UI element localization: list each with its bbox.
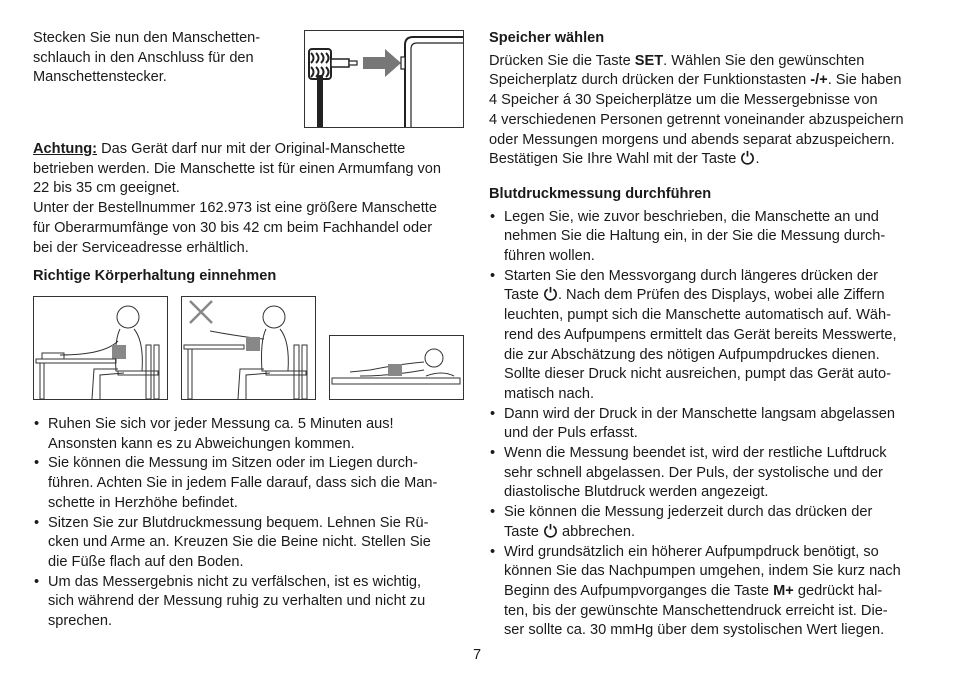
list-item: • Wird grundsätzlich ein höherer Aufpumpdruck benötigt, so können Sie das Nachpumpen umgehen, indem Sie kurz nach Beginn des Aufpumpvorganges die Taste M+ gedrückt hal- ten, bis der gewünschte Manschettendruck erreicht ist. Die- ser sollte ca. 30 mmHg über dem systolischen Wert liegen. — [489, 543, 929, 642]
measure-bullet-list — [489, 208, 929, 641]
sitting-posture-illustration — [33, 296, 168, 400]
m-plus-key-label: M+ — [773, 582, 794, 599]
lying-posture-illustration — [329, 335, 464, 400]
right-column: Speicher wählen Drücken Sie die Taste SET. Wählen Sie den gewünschten Speicherplatz durch drücken der Funktionstasten -/+. Sie haben 4 Speicher á 30 Speicherplätze um die Messergebnisse von 4 verschiedenen Personen getrennt voneinander abzuspeichern oder Messungen morgens und abends separat abzuspeichern. Bestätigen Sie Ihre Wahl mit der Taste . Blutdruckmessung durchführen • Legen Sie, wie zuvor beschrieben, die Manschette an und nehmen Sie die Haltung ein, in der Sie die Messung durch- führen wollen. • Starten Sie den Messvorgang durch längeres drücken der Taste . Nach dem Prüfen des Displays, wobei alle Ziffern leuchten, pumpt sich die Manschette automatisch auf. Wäh- rend des Aufpumpens ermittelt das Gerät bereits Messwerte, die zur Abschätzung des nötigen Aufpumpdruckes dienen. Sollte dieser Druck nicht ausreichen, pumpt das Gerät auto- matisch nach. • Dann wird der Druck in der Manschette langsam abgelassen und der Puls erfasst. • Wenn die Messung beendet ist, wird der restliche Luftdruck sehr schnell abgelassen. Der Puls, der systolische und der diastolische Blutdruck werden angezeigt. • Sie können die Messung jederzeit durch das drücken der Taste abbrechen. • Wird grundsätzlich ein höherer Aufpumpdruck benötigt, so können Sie das Nachpumpen umgehen, indem Sie kurz nach Beginn des Aufpumpvorganges die Taste M+ gedrückt hal- ten, bis der gewünschte Manschettendruck erreicht ist. Die- ser sollte ca. 30 mmHg über dem systolischen Wert liegen. — [489, 29, 929, 641]
intro-text: Stecken Sie nun den Manschetten- schlauch in den Anschluss für den Manschettenstecker. — [33, 30, 261, 86]
attention-label: Achtung: — [33, 141, 98, 157]
list-item: • Starten Sie den Messvorgang durch längeres drücken der Taste . Nach dem Prüfen des Displays, wobei alle Ziffern leuchten, pumpt sich die Manschette automatisch auf. Wäh- rend des Aufpumpens ermittelt das Gerät bereits Messwerte, die zur Abschätzung des nötigen Aufpumpdruckes dienen. Sollte dieser Druck nicht ausreichen, pumpt das Gerät auto- matisch nach. — [489, 267, 929, 405]
attention-block: Achtung: Das Gerät darf nur mit der Original-Manschette betrieben werden. Die Manschette ist für einen Armumfang von 22 bis 35 cm geeignet. Unter der Bestellnummer 162.973 ist eine größere Manschette für Oberarmumfänge von 30 bis 42 cm beim Fachhandel oder bei der Serviceadresse erhältlich. — [33, 141, 442, 256]
page-number: 7 — [473, 647, 482, 663]
list-item: • Ruhen Sie sich vor jeder Messung ca. 5 Minuten aus! Ansonsten kann es zu Abweichungen kommen. — [33, 415, 473, 454]
power-icon — [543, 523, 558, 538]
memory-heading: Speicher wählen — [489, 30, 605, 46]
set-key-label: SET — [634, 52, 664, 69]
power-icon — [740, 150, 755, 165]
minus-plus-key-label: -/+ — [810, 72, 828, 89]
list-item: • Sitzen Sie zur Blutdruckmessung bequem. Lehnen Sie Rü- cken und Arme an. Kreuzen Sie die Beine nicht. Stellen Sie die Füße flach auf den Boden. — [33, 514, 473, 573]
posture-heading: Richtige Körperhaltung einnehmen — [33, 268, 277, 284]
cuff-connector-illustration — [304, 30, 464, 128]
posture-bullet-list — [33, 415, 473, 632]
list-item: • Sie können die Messung im Sitzen oder im Liegen durch- führen. Achten Sie in jedem Falle darauf, dass sich die Man- schette in Herzhöhe befindet. — [33, 454, 473, 513]
list-item: • Wenn die Messung beendet ist, wird der restliche Luftdruck sehr schnell abgelassen. Der Puls, der systolische und der diastolische Blutdruck werden angezeigt. — [489, 444, 929, 503]
list-item: • Um das Messergebnis nicht zu verfälschen, ist es wichtig, sich während der Messung ruhig zu verhalten und nicht zu sprechen. — [33, 573, 473, 632]
list-item: • Legen Sie, wie zuvor beschrieben, die Manschette an und nehmen Sie die Haltung ein, in der Sie die Messung durch- führen wollen. — [489, 208, 929, 267]
wrong-posture-illustration — [181, 296, 316, 400]
list-item: • Sie können die Messung jederzeit durch das drücken der Taste abbrechen. — [489, 503, 929, 542]
measure-heading: Blutdruckmessung durchführen — [489, 185, 712, 202]
list-item: • Dann wird der Druck in der Manschette langsam abgelassen und der Puls erfasst. — [489, 405, 929, 444]
power-icon — [543, 286, 558, 301]
